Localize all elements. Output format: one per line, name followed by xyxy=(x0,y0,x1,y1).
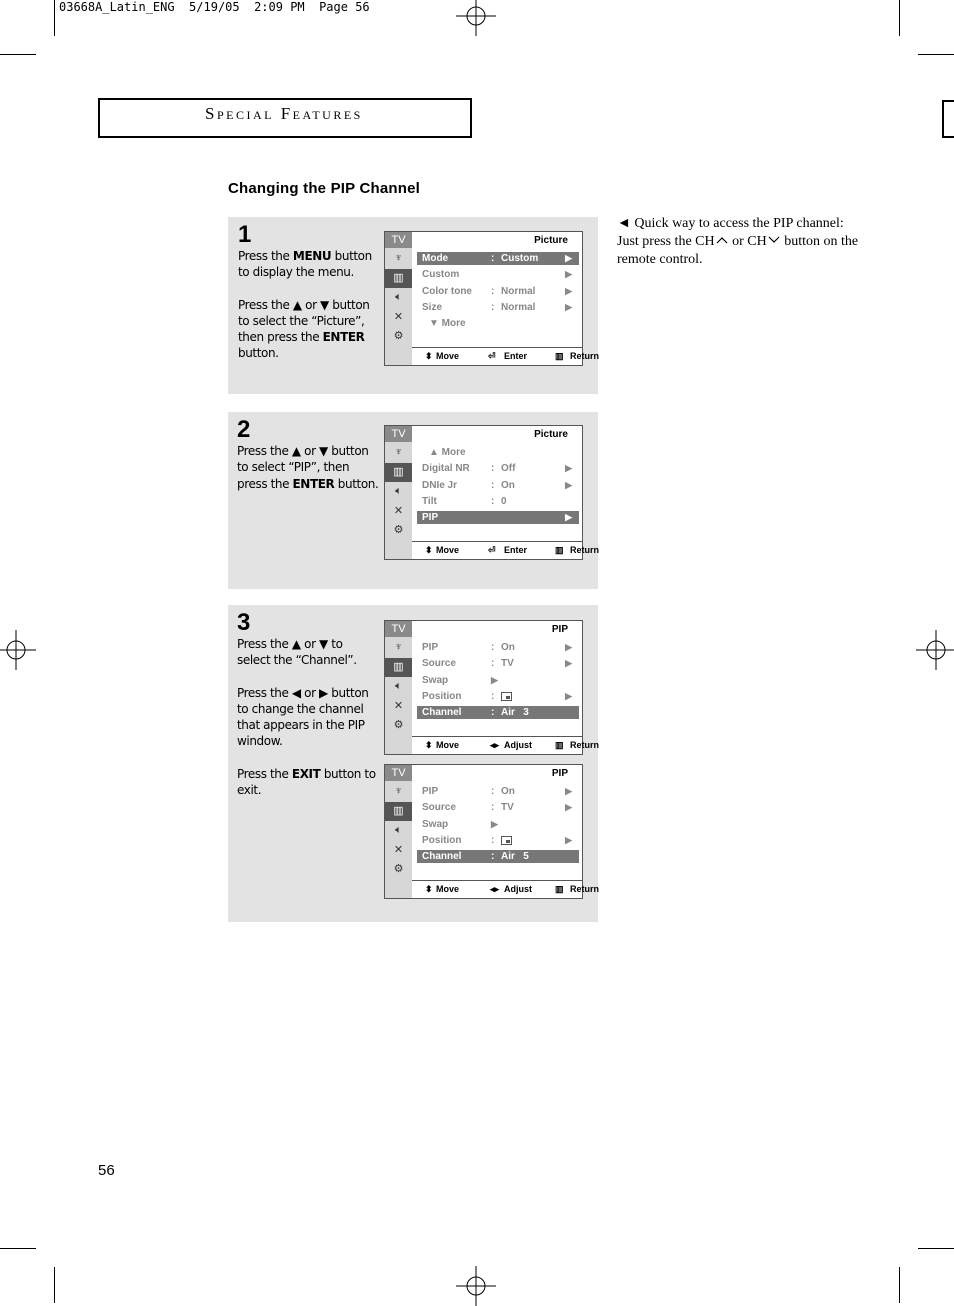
menu-row-value: TV xyxy=(501,802,514,814)
menu-row xyxy=(417,785,579,798)
channel-icon: ✕ xyxy=(393,310,404,323)
menu-row-label: Source xyxy=(422,802,456,814)
return-icon: ▥ xyxy=(555,545,564,555)
menu-row-colon: : xyxy=(491,463,495,475)
menu-row xyxy=(417,479,579,492)
menu-row xyxy=(417,301,579,314)
menu-row xyxy=(417,511,579,524)
menu-footer xyxy=(412,736,599,754)
leftright-icon: ◂▸ xyxy=(490,740,500,750)
menu-row xyxy=(417,657,579,670)
menu-row-value: Custom xyxy=(501,253,539,264)
updown-icon: ⬍ xyxy=(425,545,433,555)
menu-row xyxy=(417,268,579,281)
menu-row-label: PIP xyxy=(422,512,439,524)
menu-row-arrow: ▶ xyxy=(565,642,572,652)
crop-mark xyxy=(54,0,55,36)
sound-icon: 🔈︎ xyxy=(395,291,402,303)
menu-row xyxy=(417,462,579,475)
page-number: 56 xyxy=(98,1162,115,1179)
instruction-text: Press the xyxy=(238,249,293,263)
setup-icon: ⚙︎ xyxy=(393,863,404,875)
note-text: or CH xyxy=(728,234,767,249)
footer-move: Move xyxy=(436,884,460,894)
menu-row-label: Source xyxy=(422,658,456,670)
instruction-paragraph xyxy=(237,443,382,492)
tv-menu-screen xyxy=(384,231,599,366)
menu-row-colon: : xyxy=(491,301,495,313)
menu-row-arrow: ▶ xyxy=(565,512,572,523)
menu-row-value: TV xyxy=(501,658,514,670)
note-text: Quick way to access the PIP channel: Just press the CH xyxy=(617,216,844,249)
menu-row xyxy=(417,446,579,459)
menu-row-value: Air 3 xyxy=(501,707,529,719)
menu-row xyxy=(417,641,579,654)
menu-footer xyxy=(412,347,599,365)
menu-row-colon: : xyxy=(491,834,495,846)
swap-arrow-icon: ▶ xyxy=(491,818,498,829)
crop-mark xyxy=(918,1248,954,1249)
pip-position-icon xyxy=(501,836,512,849)
menu-row-value: Off xyxy=(501,463,516,475)
menu-row xyxy=(417,850,579,863)
thumb-tab xyxy=(942,100,954,138)
menu-row-colon: : xyxy=(491,707,495,719)
footer-return: Return xyxy=(570,884,599,894)
screen-icon: ▥ xyxy=(385,658,412,677)
instruction-paragraph xyxy=(238,297,380,362)
registration-mark-icon xyxy=(456,0,496,36)
key-name: ENTER xyxy=(322,330,365,345)
menu-row-label: Color tone xyxy=(422,285,472,297)
menu-row-arrow: ▶ xyxy=(565,658,572,669)
step-number: 2 xyxy=(237,416,251,443)
menu-footer xyxy=(412,880,599,898)
instruction-text: button to display the menu. xyxy=(238,249,372,280)
tv-menu-screen xyxy=(384,425,599,560)
menu-row-label: Position xyxy=(422,834,462,846)
tv-label: TV xyxy=(385,426,412,442)
menu-row-label: ▼ More xyxy=(429,318,466,330)
crop-mark xyxy=(0,1248,36,1249)
menu-row-arrow: ▶ xyxy=(565,269,572,280)
menu-row xyxy=(417,317,579,330)
instruction-text: Press the ▲ or ▼ button to select the “Picture”, then press the xyxy=(238,297,370,345)
instruction-paragraph xyxy=(237,636,379,669)
menu-row-colon: : xyxy=(491,479,495,491)
menu-row xyxy=(417,285,579,298)
menu-row-arrow: ▶ xyxy=(565,834,572,845)
menu-row-arrow: ▶ xyxy=(565,463,572,474)
pip-position-icon xyxy=(501,692,512,705)
menu-row-value: On xyxy=(501,786,515,797)
footer-move: Move xyxy=(436,740,460,750)
menu-row-colon: : xyxy=(491,851,495,863)
instruction-paragraph xyxy=(238,248,380,281)
step-2-text xyxy=(237,443,382,508)
menu-row xyxy=(417,690,579,703)
menu-title: Picture xyxy=(534,235,568,246)
return-icon: ▥ xyxy=(555,351,564,361)
key-name: MENU xyxy=(292,249,332,263)
footer-return: Return xyxy=(570,545,599,555)
menu-row xyxy=(417,818,579,831)
crop-mark xyxy=(899,0,900,36)
key-name: EXIT xyxy=(291,766,321,781)
instruction-text: Press the ▲ or ▼ button to select “PIP”, then press the xyxy=(237,444,369,491)
instruction-paragraph xyxy=(237,766,379,799)
instruction-paragraph xyxy=(237,685,379,750)
updown-icon: ⬍ xyxy=(425,740,433,750)
instruction-text: button. xyxy=(238,346,279,361)
menu-row-colon: : xyxy=(491,253,495,264)
menu-row xyxy=(417,834,579,847)
chevron-up-icon xyxy=(715,235,729,245)
menu-row-label: Tilt xyxy=(422,495,437,507)
menu-row-label: Mode xyxy=(422,253,449,264)
sound-icon: 🔈︎ xyxy=(395,485,402,497)
crop-mark xyxy=(918,54,954,55)
menu-row-colon: : xyxy=(491,285,495,297)
registration-mark-icon xyxy=(0,630,36,670)
menu-row-value: Air 5 xyxy=(501,851,529,863)
menu-row-label: Swap xyxy=(422,818,449,830)
section-title: Special Features xyxy=(205,104,363,123)
menu-footer xyxy=(412,541,599,559)
menu-row-colon: : xyxy=(491,690,495,702)
menu-row-arrow: ▶ xyxy=(565,253,572,263)
tv-menu-screen xyxy=(384,620,599,755)
note-arrow-icon: ◄ xyxy=(617,216,631,231)
enter-icon: ⏎ xyxy=(488,545,496,555)
page-heading: Changing the PIP Channel xyxy=(228,180,421,197)
tv-label: TV xyxy=(385,621,412,637)
setup-icon: ⚙︎ xyxy=(393,524,404,536)
registration-mark-icon xyxy=(916,630,954,670)
instruction-text: Press the ▲ or ▼ to select the “Channel”. xyxy=(237,637,357,668)
menu-row-colon: : xyxy=(491,786,495,797)
screen-icon: ▥ xyxy=(385,463,412,482)
tv-menu-screen xyxy=(384,764,599,899)
print-slug: 03668A_Latin_ENG 5/19/05 2:09 PM Page 56 xyxy=(59,0,370,14)
menu-row-label: Digital NR xyxy=(422,463,470,475)
menu-row xyxy=(417,252,579,265)
picture-icon: ♆ xyxy=(394,252,403,264)
menu-row-label: Size xyxy=(422,301,443,313)
step-1-panel xyxy=(228,217,598,394)
crop-mark xyxy=(899,1267,900,1303)
menu-row-arrow: ▶ xyxy=(565,690,572,701)
menu-row-label: Swap xyxy=(422,674,449,686)
menu-row-label: PIP xyxy=(422,642,439,653)
footer-return: Return xyxy=(570,740,599,750)
menu-row-colon: : xyxy=(491,658,495,670)
updown-icon: ⬍ xyxy=(425,351,433,361)
menu-row-label: Channel xyxy=(422,851,462,863)
instruction-text: Press the xyxy=(237,766,292,781)
menu-row-colon: : xyxy=(491,642,495,653)
footer-mid: Enter xyxy=(504,351,528,361)
menu-row xyxy=(417,706,579,719)
swap-arrow-icon: ▶ xyxy=(491,674,498,685)
menu-row-value: 0 xyxy=(501,495,507,507)
step-1-text xyxy=(238,248,380,378)
menu-row-arrow: ▶ xyxy=(565,285,572,296)
channel-icon: ✕ xyxy=(393,504,404,517)
sound-icon: 🔈︎ xyxy=(395,824,402,836)
return-icon: ▥ xyxy=(555,884,564,894)
menu-row-label: ▲ More xyxy=(429,447,466,458)
menu-row-label: Channel xyxy=(422,707,462,719)
footer-return: Return xyxy=(570,351,599,361)
menu-title: PIP xyxy=(551,624,568,635)
key-name: ENTER xyxy=(292,476,335,491)
chevron-down-icon xyxy=(767,235,781,245)
updown-icon: ⬍ xyxy=(425,884,433,894)
menu-row-value: Normal xyxy=(501,285,536,297)
setup-icon: ⚙︎ xyxy=(393,719,404,731)
menu-row xyxy=(417,674,579,687)
step-number: 3 xyxy=(237,609,251,636)
instruction-text: button to exit. xyxy=(237,766,376,798)
leftright-icon: ◂▸ xyxy=(490,884,500,894)
instruction-text: button. xyxy=(334,476,379,491)
menu-row-label: PIP xyxy=(422,786,439,797)
registration-mark-icon xyxy=(456,1266,496,1306)
screen-icon: ▥ xyxy=(385,269,412,288)
menu-row-arrow: ▶ xyxy=(565,301,572,312)
step-2-panel xyxy=(228,412,598,589)
menu-row-arrow: ▶ xyxy=(565,479,572,490)
menu-title: Picture xyxy=(534,429,568,440)
menu-row-value: Normal xyxy=(501,301,536,313)
picture-icon: ♆ xyxy=(394,641,403,653)
footer-mid: Adjust xyxy=(504,740,532,750)
channel-icon: ✕ xyxy=(393,699,404,712)
step-number: 1 xyxy=(238,221,252,248)
menu-title: PIP xyxy=(551,768,568,779)
menu-row-label: Custom xyxy=(422,269,460,281)
footer-move: Move xyxy=(436,351,460,361)
step-3-panel xyxy=(228,605,598,922)
sound-icon: 🔈︎ xyxy=(395,680,402,692)
step-3-text xyxy=(237,636,379,814)
return-icon: ▥ xyxy=(555,740,564,750)
channel-icon: ✕ xyxy=(393,843,404,856)
side-note xyxy=(617,215,867,269)
tv-label: TV xyxy=(385,765,412,781)
menu-row-colon: : xyxy=(491,495,495,507)
menu-row xyxy=(417,801,579,814)
enter-icon: ⏎ xyxy=(488,351,496,361)
footer-move: Move xyxy=(436,545,460,555)
setup-icon: ⚙︎ xyxy=(393,330,404,342)
menu-row-arrow: ▶ xyxy=(565,786,572,796)
menu-row xyxy=(417,495,579,508)
crop-mark xyxy=(54,1267,55,1303)
menu-row-label: DNIe Jr xyxy=(422,479,458,491)
instruction-text: Press the ◀ or ▶ button to change the channel that appears in the PIP window. xyxy=(237,685,369,749)
menu-row-value: On xyxy=(501,479,515,491)
tv-label: TV xyxy=(385,232,412,248)
note-text: button on the remote control. xyxy=(617,234,859,267)
menu-row-label: Position xyxy=(422,690,462,702)
footer-mid: Enter xyxy=(504,545,528,555)
crop-mark xyxy=(0,54,36,55)
menu-row-arrow: ▶ xyxy=(565,802,572,813)
picture-icon: ♆ xyxy=(394,785,403,797)
footer-mid: Adjust xyxy=(504,884,532,894)
screen-icon: ▥ xyxy=(385,802,412,821)
menu-row-value: On xyxy=(501,642,515,653)
picture-icon: ♆ xyxy=(394,446,403,458)
menu-row-colon: : xyxy=(491,802,495,814)
